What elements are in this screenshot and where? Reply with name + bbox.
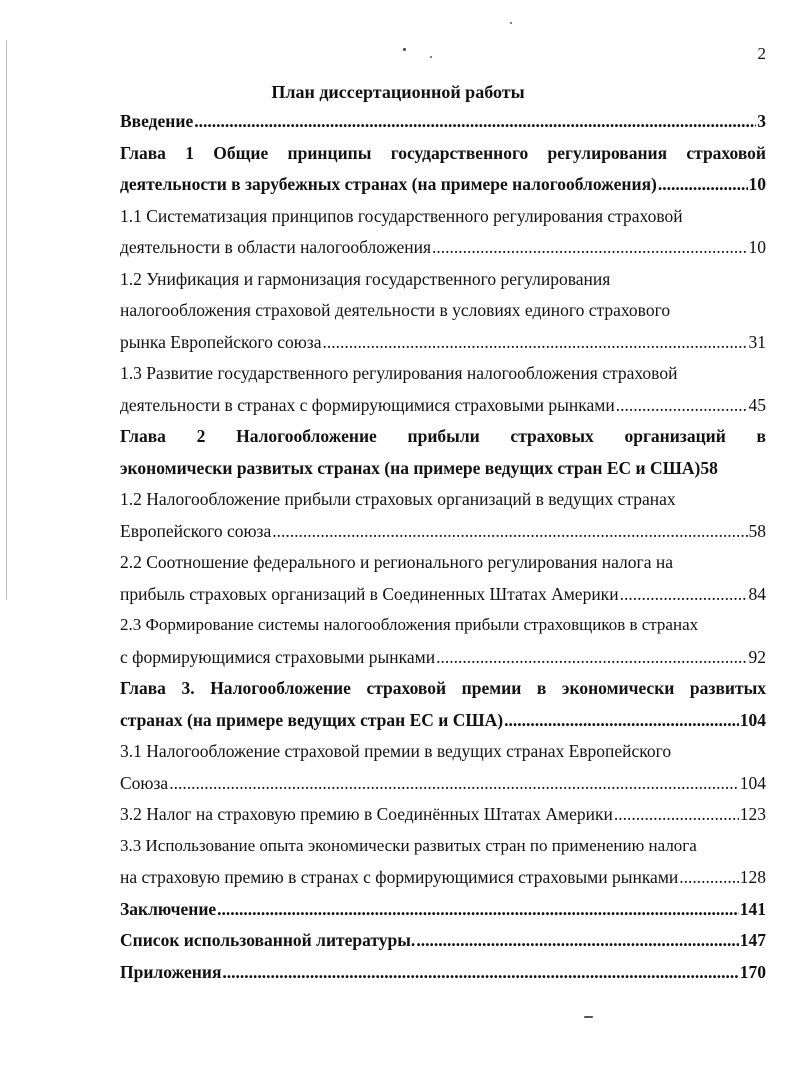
- toc-page: 84: [748, 583, 766, 604]
- toc-entry-1-1: [120, 237, 766, 269]
- toc-entry-2-3-line1: [120, 615, 766, 647]
- toc-entry-conclusion: [120, 899, 766, 931]
- toc-label: Список использованной литературы.: [120, 930, 416, 950]
- toc-leader: [504, 710, 739, 731]
- scan-speck: [430, 56, 432, 58]
- toc-label: Европейского союза: [120, 520, 272, 541]
- toc-label: Союза: [120, 772, 169, 793]
- toc-entry-chapter-2: [120, 458, 766, 490]
- toc-page: 92: [748, 646, 766, 667]
- toc-entry-1-1-line1: [120, 206, 766, 238]
- toc-label: с формирующимися страховыми рынками: [120, 646, 436, 667]
- toc-page: 58: [700, 457, 718, 478]
- toc-page: 58: [748, 520, 766, 541]
- toc-label: 3.1 Налогообложение страховой премии в ведущих странах Европейского: [120, 741, 672, 761]
- toc-entry-appendix: [120, 962, 766, 994]
- toc-leader: [194, 111, 756, 132]
- toc-entry-1-2: [120, 332, 766, 364]
- toc-entry-2-3: [120, 647, 766, 679]
- toc-label: странах (на примере ведущих стран ЕС и США): [120, 709, 504, 730]
- toc-label: налогообложения страховой деятельности в условиях единого страхового: [120, 300, 671, 320]
- toc-page: 147: [739, 930, 766, 950]
- toc-entry-1-2-line1: [120, 269, 766, 301]
- toc-page: 123: [739, 804, 766, 824]
- toc-leader: [272, 521, 747, 542]
- toc-label: 2.2 Соотношение федерального и регионального регулирования налога на: [120, 552, 673, 572]
- toc-label: на страховую премию в странах с формирующимися страховыми рынками: [120, 867, 679, 887]
- toc-entry-chapter-1-line1: Глава 1 Общие принципы государственного регулирования страховой: [120, 142, 766, 163]
- scan-speck: [6, 40, 7, 600]
- toc-leader: [222, 962, 738, 983]
- toc-leader: [169, 773, 739, 794]
- toc-page: 170: [739, 961, 766, 982]
- toc-leader: [322, 332, 747, 353]
- scan-speck: [403, 48, 406, 51]
- toc-entry-3-1: [120, 773, 766, 805]
- scan-speck: [584, 1016, 593, 1018]
- toc-entry-1-2-line2: [120, 300, 766, 332]
- toc-label: прибыль страховых организаций в Соединенных Штатах Америки: [120, 583, 619, 604]
- toc-entry-references: [120, 930, 766, 962]
- toc-leader: [679, 867, 738, 888]
- toc-page: 128: [739, 867, 766, 887]
- toc-page: 45: [748, 394, 766, 415]
- toc-label: деятельности в зарубежных странах (на примере налогообложения): [120, 174, 657, 194]
- table-of-contents: [120, 111, 766, 993]
- toc-label: деятельности в странах с формирующимися страховыми рынками: [120, 394, 615, 415]
- toc-leader: [416, 930, 738, 951]
- toc-entry-2-1-line1: [120, 489, 766, 521]
- toc-entry-2-2: [120, 584, 766, 616]
- toc-label: 1.2 Налогообложение прибыли страховых организаций в ведущих странах: [120, 489, 676, 509]
- toc-label: Введение: [120, 111, 194, 131]
- toc-label: 1.1 Систематизация принципов государственного регулирования страховой: [120, 205, 683, 226]
- toc-entry-1-3-line1: [120, 363, 766, 395]
- page-title: План диссертационной работы: [271, 82, 525, 102]
- toc-page: 104: [739, 772, 766, 793]
- toc-page: 31: [748, 331, 766, 352]
- toc-label: рынка Европейского союза: [120, 331, 322, 352]
- toc-entry-chapter-2-line1: Глава 2 Налогообложение прибыли страховых организаций в: [120, 426, 766, 446]
- toc-entry-3-1-line1: [120, 741, 766, 773]
- toc-page: 141: [739, 898, 766, 919]
- toc-page: 10: [748, 237, 766, 257]
- toc-label: деятельности в области налогообложения: [120, 237, 432, 257]
- toc-entry-3-2: [120, 804, 766, 836]
- toc-page: 3: [757, 111, 766, 131]
- toc-entry-chapter-1: [120, 174, 766, 206]
- toc-leader: [616, 395, 748, 416]
- toc-entry-1-3: [120, 395, 766, 427]
- toc-label: 3.2 Налог на страховую премию в Соединённых Штатах Америки: [120, 804, 613, 824]
- toc-page: 104: [739, 709, 766, 730]
- page-number: 2: [757, 44, 766, 63]
- toc-entry-intro: [120, 111, 766, 143]
- scan-speck: [510, 22, 512, 24]
- toc-page: 10: [748, 174, 766, 194]
- toc-entry-3-3-line1: [120, 836, 766, 868]
- toc-label: экономически развитых странах (на примере ведущих стран ЕС и США): [120, 457, 701, 478]
- toc-label: Заключение: [120, 898, 217, 919]
- toc-label: 1.2 Унификация и гармонизация государственного регулирования: [120, 268, 611, 289]
- toc-label: 3.3 Использование опыта экономически развитых стран по применению налога: [120, 835, 697, 855]
- toc-label: 2.3 Формирование системы налогообложения прибыли страховщиков в странах: [120, 615, 699, 634]
- toc-entry-2-1: [120, 521, 766, 553]
- toc-entry-chapter-3-line1: Глава 3. Налогообложение страховой премии в экономически развитых: [120, 678, 766, 698]
- toc-leader: [432, 237, 747, 258]
- toc-entry-chapter-3: [120, 710, 766, 742]
- toc-label: Приложения: [120, 961, 222, 982]
- toc-leader: [614, 804, 739, 825]
- toc-leader: [436, 647, 747, 668]
- toc-leader: [658, 174, 748, 195]
- toc-label: 1.3 Развитие государственного регулирования налогообложения страховой: [120, 363, 678, 383]
- toc-entry-2-2-line1: [120, 552, 766, 584]
- toc-leader: [620, 584, 748, 605]
- toc-entry-3-3: [120, 867, 766, 899]
- toc-leader: [217, 899, 739, 920]
